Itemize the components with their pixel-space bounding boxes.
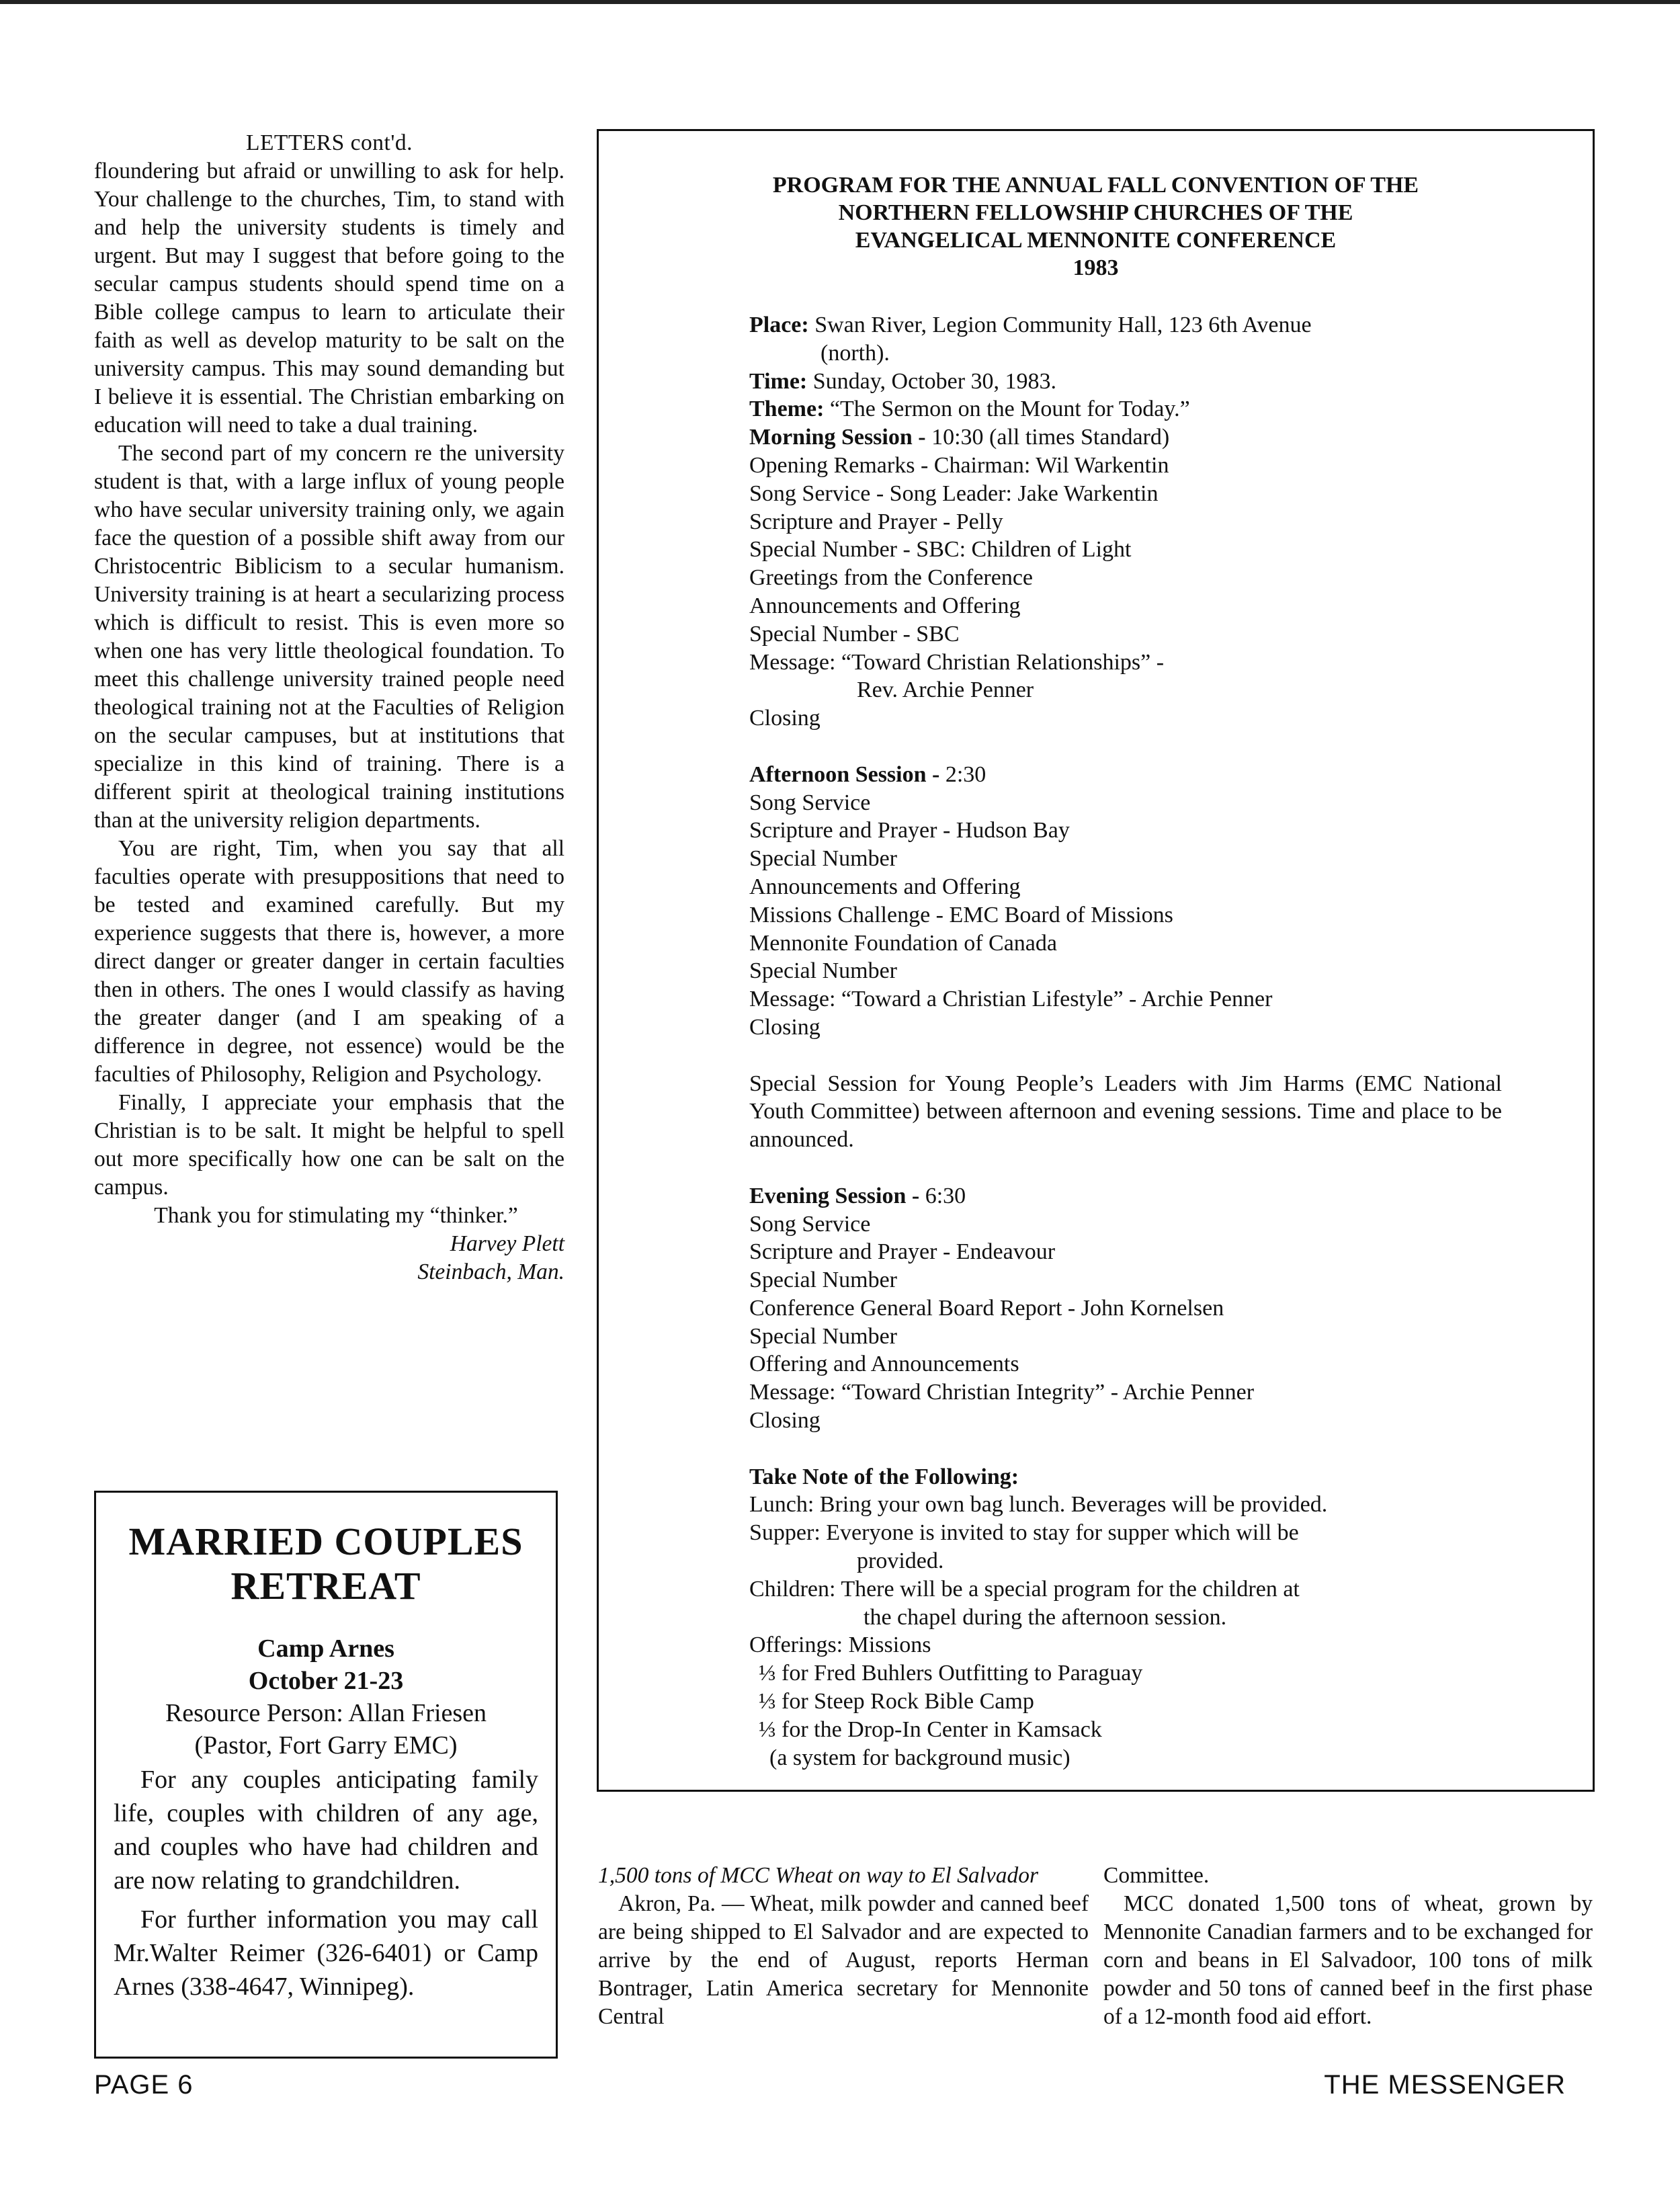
program-item: Offering and Announcements bbox=[749, 1352, 1019, 1377]
program-item: Special Number - SBC bbox=[749, 621, 960, 647]
mcc-article-column-1 bbox=[598, 1862, 1089, 2031]
spacer bbox=[749, 1042, 1502, 1070]
letters-heading: LETTERS cont'd. bbox=[245, 130, 413, 155]
offering-note: (a system for background music) bbox=[769, 1745, 1070, 1770]
spacer bbox=[749, 733, 1502, 761]
letter-paragraph-4: Finally, I appreciate your emphasis that the Christian is to be salt. It might be helpful to spell out more specifically how one can be salt on the campus. bbox=[94, 1090, 564, 1200]
program-item: Song Service bbox=[749, 1211, 871, 1237]
morning-session-time: 10:30 (all times Standard) bbox=[931, 425, 1170, 450]
theme-label: Theme: bbox=[749, 397, 825, 422]
program-item: Song Service bbox=[749, 790, 871, 815]
note-supper: Supper: Everyone is invited to stay for supper which will be bbox=[749, 1520, 1299, 1546]
letter-thanks: Thank you for stimulating my “thinker.” bbox=[154, 1203, 518, 1228]
note-supper-continuation: provided. bbox=[857, 1548, 944, 1574]
take-note-heading: Take Note of the Following: bbox=[749, 1464, 1019, 1489]
retreat-dates: October 21-23 bbox=[248, 1667, 404, 1695]
program-title-line-3: EVANGELICAL MENNONITE CONFERENCE bbox=[855, 228, 1337, 253]
letter-signature-place: Steinbach, Man. bbox=[417, 1259, 564, 1284]
afternoon-session-label: Afternoon Session - bbox=[749, 761, 940, 787]
letters-column bbox=[94, 129, 564, 1286]
mcc-article-title: 1,500 tons of MCC Wheat on way to El Salvador bbox=[598, 1863, 1039, 1888]
page-top-edge bbox=[0, 0, 1680, 4]
retreat-description: For any couples anticipating family life, couples with children of any age, and couples who have had children and are now relating to grandchildren. bbox=[114, 1766, 538, 1895]
spacer bbox=[749, 1154, 1502, 1182]
program-item: Special Number bbox=[749, 846, 897, 872]
place-continuation: (north). bbox=[821, 340, 890, 366]
evening-session-time: 6:30 bbox=[925, 1183, 966, 1208]
retreat-contact-info: For further information you may call Mr.Walter Reimer (326-6401) or Camp Arnes (338-4647, Winnipeg). bbox=[114, 1905, 538, 2001]
note-children: Children: There will be a special program for the children at bbox=[749, 1576, 1300, 1602]
special-session-note: Special Session for Young People’s Leaders with Jim Harms (EMC National Youth Committee) between afternoon and evening sessions. Time and place to be announced. bbox=[749, 1071, 1502, 1153]
afternoon-session-time: 2:30 bbox=[945, 761, 986, 787]
morning-session-header bbox=[749, 423, 1502, 452]
theme-value: “The Sermon on the Mount for Today.” bbox=[829, 397, 1190, 422]
letter-paragraph-2: The second part of my concern re the university student is that, with a large influx of young people who have secular university training only, we again face the question of a possible shift away from our Christocentric Biblicism to a secular humanism. University training is at heart a secularizing process which is difficult to resist. This is even more so when one has very little theological foundation. To meet this challenge university trained people need theological training not at the Faculties of Religion on the secular campuses, but at institutions that specialize in this kind of training. There is a different spirit at theological training institutions than at the university religion departments. bbox=[94, 441, 564, 833]
program-item: Announcements and Offering bbox=[749, 874, 1021, 899]
program-item: Conference General Board Report - John Kornelsen bbox=[749, 1295, 1224, 1321]
retreat-title-line-1: MARRIED COUPLES bbox=[128, 1520, 523, 1563]
morning-session-label: Morning Session - bbox=[749, 425, 926, 450]
program-item: Announcements and Offering bbox=[749, 593, 1021, 618]
evening-session-header bbox=[749, 1182, 1502, 1210]
morning-closing: Closing bbox=[749, 706, 821, 731]
note-children-continuation: the chapel during the afternoon session. bbox=[864, 1604, 1227, 1630]
retreat-resource-affiliation: (Pastor, Fort Garry EMC) bbox=[194, 1731, 458, 1760]
morning-message-speaker: Rev. Archie Penner bbox=[857, 677, 1034, 703]
note-offerings: Offerings: Missions bbox=[749, 1632, 931, 1658]
program-title bbox=[599, 171, 1593, 282]
mcc-article-column-2 bbox=[1103, 1862, 1593, 2031]
place-value: Swan River, Legion Community Hall, 123 6th Avenue bbox=[814, 313, 1312, 337]
program-item: Message: “Toward a Christian Lifestyle” - Archie Penner bbox=[749, 987, 1273, 1012]
retreat-location: Camp Arnes bbox=[257, 1635, 394, 1663]
offering-item: ⅓ for Steep Rock Bible Camp bbox=[759, 1689, 1034, 1714]
mcc-article-paragraph-1: Akron, Pa. — Wheat, milk powder and canned beef are being shipped to El Salvador and are expected to arrive by the end of August, reports Herman Bontrager, Latin America secretary for Mennonite Central bbox=[598, 1891, 1089, 2029]
mcc-article-paragraph-1-continued: Committee. bbox=[1103, 1863, 1210, 1888]
program-place bbox=[749, 311, 1502, 339]
program-item: Scripture and Prayer - Hudson Bay bbox=[749, 818, 1070, 843]
program-item: Scripture and Prayer - Pelly bbox=[749, 509, 1003, 534]
note-lunch: Lunch: Bring your own bag lunch. Beverages will be provided. bbox=[749, 1492, 1328, 1518]
program-item: Special Number bbox=[749, 958, 897, 984]
afternoon-session-header bbox=[749, 761, 1502, 789]
program-theme bbox=[749, 395, 1502, 423]
retreat-title-line-2: RETREAT bbox=[230, 1564, 421, 1608]
program-title-line-2: NORTHERN FELLOWSHIP CHURCHES OF THE bbox=[838, 200, 1353, 225]
convention-program-box bbox=[597, 129, 1595, 1792]
place-label: Place: bbox=[749, 313, 809, 337]
married-couples-retreat-box bbox=[94, 1491, 558, 2059]
publication-name: THE MESSENGER bbox=[1324, 2070, 1566, 2100]
offering-item: ⅓ for Fred Buhlers Outfitting to Paraguay bbox=[759, 1661, 1143, 1686]
program-title-line-1: PROGRAM FOR THE ANNUAL FALL CONVENTION OF THE bbox=[772, 173, 1419, 198]
program-item: Special Number - SBC: Children of Light bbox=[749, 537, 1132, 563]
spacer bbox=[749, 1435, 1502, 1463]
mcc-article-paragraph-2: MCC donated 1,500 tons of wheat, grown by Mennonite Canadian farmers and to be exchanged for corn and beans in El Salvadoor, 100 tons of milk powder and 50 tons of canned beef in the first phase of a 12-month food aid effort. bbox=[1103, 1891, 1593, 2029]
program-item: Opening Remarks - Chairman: Wil Warkentin bbox=[749, 452, 1169, 478]
time-value: Sunday, October 30, 1983. bbox=[812, 368, 1057, 394]
program-item: Special Number bbox=[749, 1323, 897, 1349]
program-time bbox=[749, 368, 1502, 396]
program-item: Message: “Toward Christian Relationships” - bbox=[749, 649, 1165, 675]
page-number: PAGE 6 bbox=[94, 2070, 194, 2100]
program-item: Closing bbox=[749, 1014, 821, 1040]
letter-paragraph-3: You are right, Tim, when you say that all faculties operate with presuppositions that need to be tested and examined carefully. But my experience suggests that there is, however, a more direct danger or greater danger in certain faculties then in others. The ones I would classify as having the greater danger (and I am speaking of a difference in degree, not essence) would be the faculties of Philosophy, Religion and Psychology. bbox=[94, 836, 564, 1087]
program-item: Mennonite Foundation of Canada bbox=[749, 930, 1057, 956]
evening-session-label: Evening Session - bbox=[749, 1183, 920, 1208]
program-item: Greetings from the Conference bbox=[749, 565, 1033, 591]
time-label: Time: bbox=[749, 368, 808, 394]
program-item: Special Number bbox=[749, 1268, 897, 1293]
retreat-title bbox=[114, 1520, 538, 1608]
program-item: Missions Challenge - EMC Board of Missions bbox=[749, 902, 1173, 927]
program-item: Scripture and Prayer - Endeavour bbox=[749, 1239, 1056, 1265]
letter-signature-name: Harvey Plett bbox=[450, 1231, 564, 1256]
retreat-resource-person: Resource Person: Allan Friesen bbox=[165, 1699, 487, 1727]
program-body bbox=[749, 311, 1502, 1772]
program-item: Closing bbox=[749, 1408, 821, 1434]
program-item: Message: “Toward Christian Integrity” - Archie Penner bbox=[749, 1380, 1255, 1405]
program-item: Song Service - Song Leader: Jake Warkentin bbox=[749, 481, 1159, 506]
offering-item: ⅓ for the Drop-In Center in Kamsack bbox=[759, 1716, 1102, 1742]
letter-paragraph-1: floundering but afraid or unwilling to ask for help. Your challenge to the churches, Tim, to stand with and help the university students is timely and urgent. But may I suggest that before going to the secular campus students should spend time on a Bible college campus to learn to articulate their faith as well as develop maturity to be salt on the university campus. This may sound demanding but I believe it is essential. The Christian embarking on education will need to take a dual training. bbox=[94, 159, 564, 438]
program-title-year: 1983 bbox=[1073, 255, 1119, 280]
